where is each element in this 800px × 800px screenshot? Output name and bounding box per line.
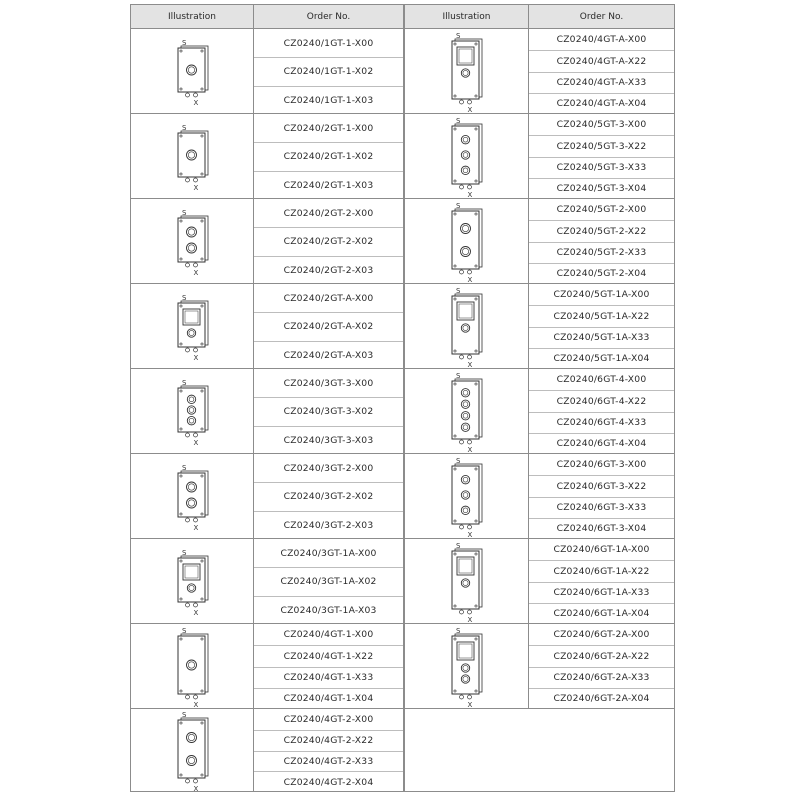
product-row	[130, 624, 404, 709]
label-x: X	[193, 98, 198, 107]
order-number: CZ0240/4GT-1-X22	[254, 645, 403, 666]
header-illustration-left: Illustration	[130, 4, 254, 29]
order-number: CZ0240/6GT-2A-X04	[529, 688, 674, 709]
order-number: CZ0240/2GT-2-X02	[254, 227, 403, 255]
order-number: CZ0240/3GT-1A-X02	[254, 567, 403, 595]
product-row	[130, 29, 404, 114]
order-number: CZ0240/5GT-2-X22	[529, 220, 674, 241]
order-number: CZ0240/4GT-1-X33	[254, 667, 403, 688]
illustration-cell	[131, 709, 254, 791]
order-number: CZ0240/1GT-1-X00	[283, 37, 374, 49]
order-number: CZ0240/4GT-A-X22	[529, 50, 674, 71]
order-number: CZ0240/2GT-A-X02	[254, 312, 403, 340]
order-number: CZ0240/2GT-1-X00	[283, 122, 374, 134]
label-s: S	[181, 378, 186, 387]
order-number-cell	[529, 284, 674, 368]
order-number: CZ0240/1GT-1-X02	[254, 57, 403, 85]
illustration-cell	[131, 199, 254, 283]
header-illustration-right: Illustration	[404, 4, 529, 29]
label-x: X	[467, 275, 473, 284]
label-x: X	[467, 530, 473, 539]
illustration-cell	[405, 284, 529, 368]
order-number: CZ0240/5GT-3-X04	[529, 178, 674, 199]
order-number: CZ0240/4GT-A-X00	[556, 34, 647, 46]
order-number: CZ0240/6GT-1A-X33	[529, 582, 674, 603]
label-s: S	[456, 541, 461, 550]
order-number: CZ0240/6GT-3-X04	[529, 518, 674, 539]
order-number: CZ0240/6GT-1A-X00	[553, 544, 650, 556]
product-row	[404, 369, 675, 454]
order-number: CZ0240/4GT-1-X00	[283, 629, 374, 641]
product-row	[404, 199, 675, 284]
header-order-no-right: Order No.	[528, 4, 675, 29]
order-number-cell	[254, 709, 403, 791]
illustration-cell	[131, 539, 254, 623]
order-number: CZ0240/4GT-1-X04	[254, 688, 403, 709]
order-number-cell	[254, 29, 403, 113]
illustration-cell	[405, 539, 529, 623]
order-number: CZ0240/6GT-2A-X33	[529, 667, 674, 688]
product-row	[130, 114, 404, 199]
label-x: X	[193, 353, 198, 362]
order-number-cell	[254, 284, 403, 368]
order-number: CZ0240/4GT-2-X33	[254, 751, 403, 772]
label-x: X	[193, 523, 198, 532]
label-x: X	[467, 360, 473, 369]
order-number-cell	[254, 114, 403, 198]
label-x: X	[193, 268, 198, 277]
order-number: CZ0240/6GT-1A-X04	[529, 603, 674, 624]
empty-cell	[404, 709, 675, 792]
order-number: CZ0240/3GT-2-X00	[283, 462, 374, 474]
enclosure-drawing-icon	[442, 454, 492, 540]
label-s: S	[181, 38, 186, 47]
label-x: X	[467, 615, 473, 624]
illustration-cell	[405, 114, 529, 198]
label-s: S	[456, 626, 461, 635]
label-s: S	[181, 626, 186, 635]
illustration-cell	[131, 114, 254, 198]
label-x: X	[467, 445, 473, 454]
label-s: S	[181, 548, 186, 557]
enclosure-drawing-icon	[168, 546, 218, 618]
product-row	[404, 624, 675, 709]
order-number-cell	[254, 454, 403, 538]
illustration-cell	[131, 454, 254, 538]
enclosure-drawing-icon	[168, 624, 218, 710]
label-x: X	[193, 183, 198, 192]
order-number: CZ0240/5GT-1A-X00	[553, 289, 650, 301]
label-s: S	[456, 286, 461, 295]
illustration-cell	[405, 369, 529, 453]
order-number: CZ0240/5GT-2-X04	[529, 263, 674, 284]
product-row	[404, 539, 675, 624]
label-x: X	[193, 438, 198, 447]
label-s: S	[456, 116, 461, 125]
product-row	[130, 539, 404, 624]
order-number: CZ0240/5GT-2-X00	[556, 204, 647, 216]
label-s: S	[181, 208, 186, 217]
order-number-cell	[529, 199, 674, 283]
order-number: CZ0240/2GT-2-X03	[254, 256, 403, 284]
order-number: CZ0240/4GT-A-X33	[529, 72, 674, 93]
label-x: X	[193, 784, 198, 793]
order-number: CZ0240/3GT-3-X02	[254, 397, 403, 425]
order-number: CZ0240/4GT-2-X22	[254, 730, 403, 751]
product-row	[404, 114, 675, 199]
order-number: CZ0240/4GT-2-X00	[283, 713, 374, 725]
order-number: CZ0240/5GT-3-X00	[556, 119, 647, 131]
order-number-cell	[529, 29, 674, 113]
enclosure-drawing-icon	[168, 708, 218, 794]
order-number: CZ0240/3GT-2-X02	[254, 482, 403, 510]
enclosure-drawing-icon	[168, 121, 218, 193]
order-number: CZ0240/5GT-1A-X33	[529, 327, 674, 348]
order-number: CZ0240/6GT-4-X22	[529, 390, 674, 411]
order-number: CZ0240/5GT-3-X33	[529, 157, 674, 178]
order-number: CZ0240/5GT-1A-X04	[529, 348, 674, 369]
label-s: S	[181, 463, 186, 472]
label-x: X	[467, 190, 473, 199]
order-number: CZ0240/6GT-4-X04	[529, 433, 674, 454]
product-row	[130, 369, 404, 454]
label-x: X	[467, 105, 473, 114]
order-number: CZ0240/5GT-1A-X22	[529, 305, 674, 326]
illustration-cell	[131, 29, 254, 113]
order-number: CZ0240/3GT-3-X03	[254, 426, 403, 454]
order-number: CZ0240/4GT-2-X04	[254, 771, 403, 792]
product-row	[130, 199, 404, 284]
order-number: CZ0240/6GT-3-X33	[529, 497, 674, 518]
order-number: CZ0240/6GT-1A-X22	[529, 560, 674, 581]
order-number: CZ0240/3GT-1A-X03	[254, 596, 403, 624]
label-s: S	[181, 293, 186, 302]
order-number: CZ0240/6GT-3-X00	[556, 459, 647, 471]
label-s: S	[456, 31, 461, 40]
order-number: CZ0240/4GT-A-X04	[529, 93, 674, 114]
order-number-cell	[254, 624, 403, 708]
product-row	[130, 454, 404, 539]
order-number-cell	[254, 539, 403, 623]
order-number-cell	[254, 369, 403, 453]
illustration-cell	[131, 369, 254, 453]
order-number: CZ0240/2GT-1-X02	[254, 142, 403, 170]
label-s: S	[456, 456, 461, 465]
order-number-cell	[529, 624, 674, 708]
order-number: CZ0240/5GT-2-X33	[529, 242, 674, 263]
order-number: CZ0240/6GT-4-X00	[556, 374, 647, 386]
enclosure-drawing-icon	[442, 369, 492, 455]
order-number-cell	[529, 114, 674, 198]
label-s: S	[456, 201, 461, 210]
order-number-cell	[529, 369, 674, 453]
order-number: CZ0240/6GT-3-X22	[529, 475, 674, 496]
order-number: CZ0240/6GT-2A-X00	[553, 629, 650, 641]
order-number: CZ0240/3GT-1A-X00	[280, 547, 377, 559]
product-row	[404, 284, 675, 369]
order-number: CZ0240/6GT-2A-X22	[529, 645, 674, 666]
enclosure-drawing-icon	[442, 284, 492, 370]
product-row	[404, 29, 675, 114]
illustration-cell	[405, 454, 529, 538]
label-x: X	[193, 608, 198, 617]
enclosure-drawing-icon	[442, 114, 492, 200]
product-row	[130, 709, 404, 792]
product-row	[404, 454, 675, 539]
order-number: CZ0240/2GT-A-X03	[254, 341, 403, 369]
illustration-cell	[405, 624, 529, 708]
enclosure-drawing-icon	[168, 36, 218, 108]
order-number: CZ0240/3GT-3-X00	[283, 377, 374, 389]
order-number-cell	[529, 454, 674, 538]
enclosure-drawing-icon	[168, 461, 218, 533]
order-number: CZ0240/2GT-2-X00	[283, 207, 374, 219]
enclosure-drawing-icon	[168, 376, 218, 448]
order-number: CZ0240/5GT-3-X22	[529, 135, 674, 156]
order-number: CZ0240/1GT-1-X03	[254, 86, 403, 114]
illustration-cell	[405, 199, 529, 283]
order-number: CZ0240/3GT-2-X03	[254, 511, 403, 539]
enclosure-drawing-icon	[442, 29, 492, 115]
order-number: CZ0240/2GT-A-X00	[283, 292, 374, 304]
order-number: CZ0240/2GT-1-X03	[254, 171, 403, 199]
illustration-cell	[131, 284, 254, 368]
order-number-cell	[529, 539, 674, 623]
label-s: S	[181, 123, 186, 132]
illustration-cell	[131, 624, 254, 708]
product-catalog-table	[130, 4, 675, 792]
enclosure-drawing-icon	[442, 624, 492, 710]
enclosure-drawing-icon	[168, 291, 218, 363]
enclosure-drawing-icon	[442, 539, 492, 625]
order-number: CZ0240/6GT-4-X33	[529, 412, 674, 433]
header-order-no-left: Order No.	[253, 4, 404, 29]
label-s: S	[181, 710, 186, 719]
enclosure-drawing-icon	[168, 206, 218, 278]
illustration-cell	[405, 29, 529, 113]
product-row	[130, 284, 404, 369]
enclosure-drawing-icon	[442, 199, 492, 285]
label-s: S	[456, 371, 461, 380]
label-x: X	[193, 700, 198, 709]
order-number-cell	[254, 199, 403, 283]
label-x: X	[467, 700, 473, 709]
